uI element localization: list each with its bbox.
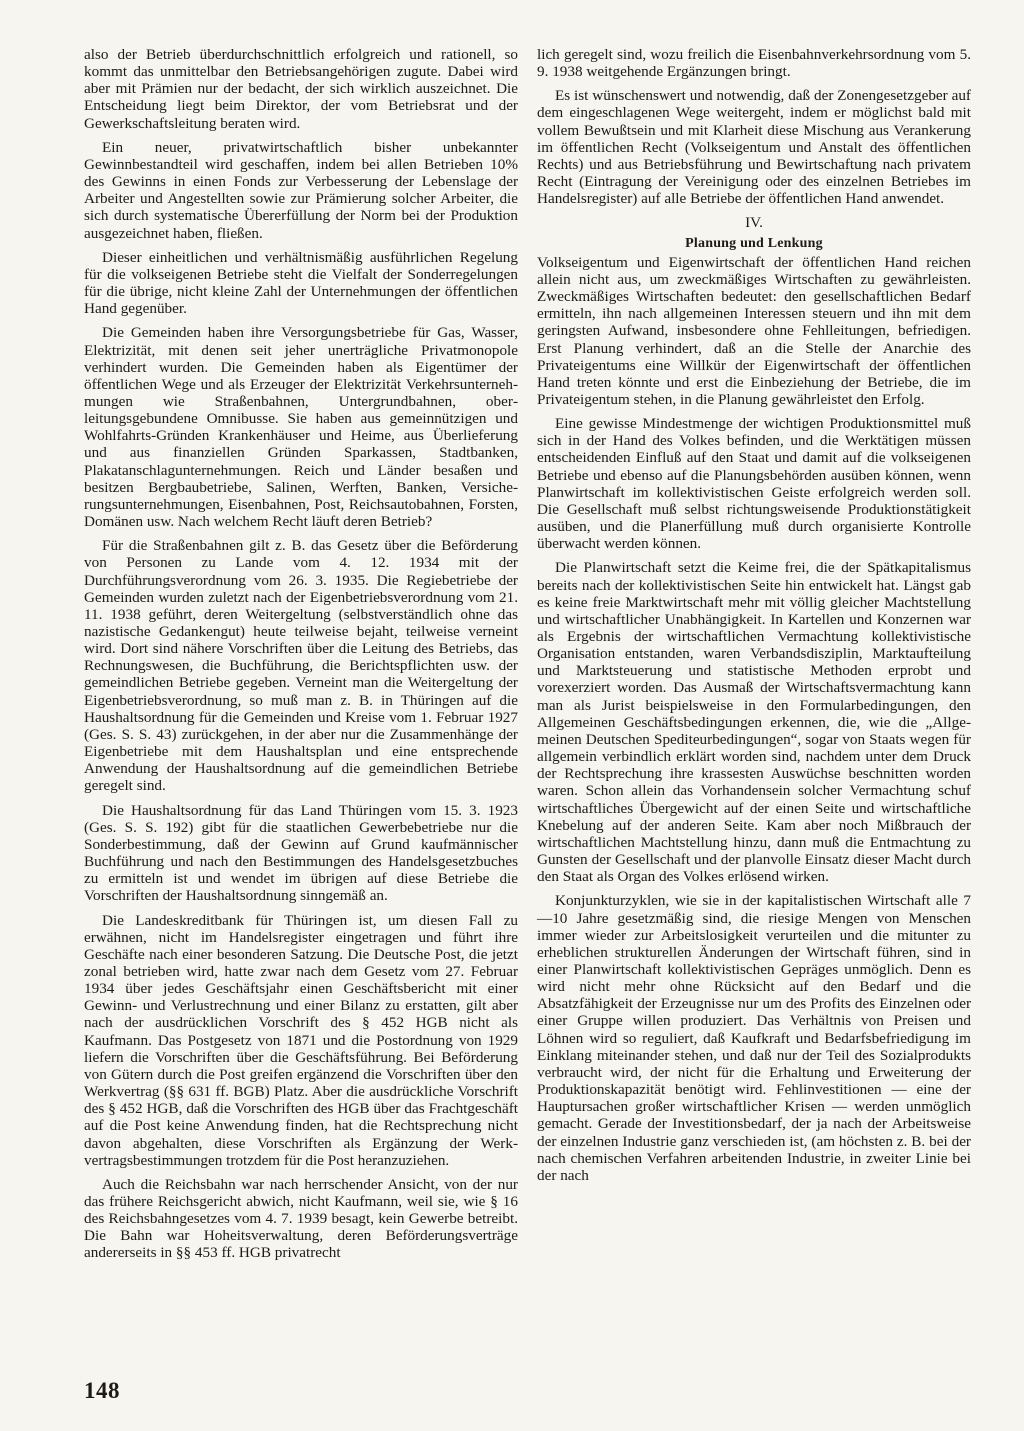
paragraph: also der Betrieb überdurchschnittlich erfolgreich und rationell, so kommt das unmittelbar den Betriebsangehörigen zugute. Dabei wird aber mit Prämien nur der bedacht, der sich wirklich auszeichnet. Die Entscheidung liegt beim Direktor, der vom Betriebsrat und der Gewerkschaftsleitung beraten wird. xyxy=(84,46,518,132)
section-number: IV. xyxy=(745,214,763,232)
paragraph: Ein neuer, privatwirtschaftlich bisher unbekannter Gewinnbestandteil wird geschaffen, indem bei allen Betrieben 10% des Gewinns in einen Fonds zur Verbesserung der Lebenslage der Arbeiter und Angestellten sowie zur Prämierung solcher Arbeiter, die sich durch systematische Übererfüllung der Norm bei der Produktion ausgezeichnet haben, fließen. xyxy=(84,138,518,242)
paragraph: Volkseigentum und Eigenwirtschaft der öffentlichen Hand reichen allein nicht aus, um zweckmäßiges Wirtschaften zu gewährleisten. Zweckmäßiges Wirtschaften bedeutet: den gesellschaftlichen Bedarf ermitteln, ihn nach allgemeinen Interessen steuern und ihn mit dem geringsten Aufwand, insbesondere ohne Fehlleitungen, befriedigen. Erst Planung verhindert, daß an die Stelle der Anarchie des Privateigentums eine Willkür der Eigenwirtschaft der öffentlichen Hand treten könnte und erst die Einbeziehung der Betriebe, die im Privateigentum stehen, in die Planung gewährleistet den Erfolg. xyxy=(537,253,971,408)
right-column-bottom xyxy=(537,254,971,1184)
paragraph: Die Landeskreditbank für Thüringen ist, um diesen Fall zu erwähnen, nicht im Handelsregister eingetragen und führt ihre Geschäfte nach einer besonderen Satzung. Die Deutsche Post, die jetzt zonal betrieben wird, hatte zwar nach dem Gesetz vom 27. Februar 1934 über jedes Geschäftsjahr einen Geschäftsbericht mit einer Gewinn- und Verlustrechnung und einer Bilanz zu erstatten, gilt aber nach der ausdrücklichen Vorschrift des § 452 HGB nicht als Kaufmann. Das Postgesetz von 1871 und die Postordnung von 1929 liefern die Vorschriften über die Geschäftsführung. Bei Beförderung von Gütern durch die Post greifen ergänzend die Vorschriften über den Werkvertrag (§§ 631 ff. BGB) Platz. Aber die ausdrückliche Vorschrift des § 452 HGB, daß die Vorschriften des HGB über das Frachtgeschäft auf die Post keine Anwendung finden, hat die Rechtsprechung nicht davon abgehalten, diese Vorschriften als Ergänzung der Werkvertragsbestimmungen trotzdem für die Post heranzuziehen. xyxy=(84,911,518,1169)
paragraph: Es ist wünschenswert und notwendig, daß der Zonengesetzgeber auf dem eingeschlagenen Wege weitergeht, indem er möglichst bald mit vollem Bewußtsein und mit Klarheit diese Mischung aus Verankerung im öffentlichen Recht (Volkseigentum und Anstalt des öffentlichen Rechts) und aus Betriebsführung und Bewirtschaftung nach privatem Recht (Eintragung der Vereinigung oder des einzelnen Betriebes im Handelsregister) auf alle Betriebe der öffentlichen Hand anwendet. xyxy=(537,87,971,208)
section-title: Planung und Lenkung xyxy=(685,235,823,251)
page-number: 148 xyxy=(84,1378,120,1403)
paragraph: Für die Straßenbahnen gilt z. B. das Gesetz über die Beförderung von Personen zu Lande vom 4. 12. 1934 mit der Durchführungsverordnung vom 26. 3. 1935. Die Regiebetriebe der Gemeinden wurden zuletzt nach der Eigenbetriebsverordnung vom 21. 11. 1938 geführt, deren Weitergeltung (selbstverständlich ohne das nazistische Gedankengut) heute teilweise bejaht, teilweise verneint wird. Dort sind nähere Vorschriften über die Leitung des Betriebs, das Rechnungswesen, die Buchführung, die Berichtspflichten usw. der gemeindlichen Betriebe gegeben. Verneint man die Weitergeltung der Eigenbetriebsverordnung, so muß man z. B. in Thüringen auf die Haushaltsordnung für die Gemeinden und Kreise vom 1. Februar 1927 (Ges. S. S. 43) zurückgehen, in der aber nur die Zusammenhänge der Eigenbetriebe mit dem Haushaltsplan und eine entsprechende Anwendung der Haushaltsordnung auf die gemeindlichen Betriebe geregelt sind. xyxy=(84,537,518,795)
paragraph: Konjunkturzyklen, wie sie in der kapitalistischen Wirtschaft alle 7—10 Jahre gesetzmäßig sind, die riesige Mengen von Menschen immer wieder zur Arbeitslosigkeit verurteilen und die mitunter zu erheblichen strukturellen Änderungen der Wirtschaft führen, sind in einer Planwirtschaft kollektivistischen Gepräges unmöglich. Denn es wird nicht mehr ohne Rücksicht auf den Bedarf und die Absatzfähigkeit der Erzeugnisse nur um des Profits des Einzelnen oder einer Gruppe willen produziert. Das Verhältnis von Preisen und Löhnen wird so reguliert, daß Kaufkraft und Bedarfsbefriedigung im Einklang miteinander stehen, und daß nur der Teil des Sozialprodukts verbraucht wird, der nicht für die Erhaltung und Erweiterung der Produktionskapazität benötigt wird. Fehlinvestitionen — eine der Hauptursachen großer wirtschaftlicher Krisen — werden unmöglich gemacht. Gerade der Investitionsbedarf, der ja nach der Arbeitsweise der einzelnen Industrie ganz verschieden ist, (am höchsten z. B. bei der nach chemischen Verfahren arbeitenden Industrie, in zweiter Linie bei der nach xyxy=(537,892,971,1184)
paragraph: Die Gemeinden haben ihre Versorgungsbetriebe für Gas, Wasser, Elektrizität, mit denen seit jeher unerträgliche Privatmonopole verhindert wurden. Die Gemeinden haben als Eigentümer der öffentlichen Wege und als Erzeuger der Elektrizität Verkehrsunternehmungen wie Straßenbahnen, Untergrundbahnen, oberleitungsgebundene Omnibusse. Sie haben aus gemeinnützigen und Wohlfahrts-Gründen Krankenhäuser und Heime, aus Überlieferung und aus finanziellen Gründen Sparkassen, Stadtbanken, Plakatanschlagunternehmungen. Reich und Länder besaßen und besitzen Bergbaubetriebe, Salinen, Werften, Banken, Versicherungsunternehmungen, Eisenbahnen, Post, Reichsautobahnen, Forsten, Domänen usw. Nach welchem Recht läuft deren Betrieb? xyxy=(84,324,518,531)
right-column xyxy=(537,46,971,1191)
paragraph: Die Planwirtschaft setzt die Keime frei, die der Spätkapitalismus bereits nach der kollektivistischen Seite hin entwickelt hat. Längst gab es keine freie Marktwirtschaft mehr mit völlig gleicher Machtstellung und wirtschaftlicher Unabhängigkeit. In Kartellen und Konzernen war als Ergebnis der wirtschaftlichen Vermachtung kollektivistische Organisation entstanden, waren Verbandsdisziplin, Marktaufteilung und Marktsteuerung und statistische Methoden erprobt und vorexerziert worden. Das Ausmaß der Wirtschaftsvermachtung kann man als Jurist beispielsweise in den Formularbedingungen, den Allgemeinen Geschäftsbedingungen erkennen, die, wie die „Allgemeinen Deutschen Spediteurbedingungen“, sogar von Staats wegen für allgemein verbindlich erklärt worden sind, nachdem unter dem Druck der Rechtsprechung ihre krassesten Auswüchse beschnitten worden waren. Schon allein das Vorhandensein solcher Vermachtung schuf wirtschaftliches Übergewicht auf der einen Seite und wirtschaftliche Knebelung auf der anderen Seite. Kam aber noch Mißbrauch der wirtschaftlichen Machtstellung hinzu, dann muß die Entmachtung zu Gunsten der Gesellschaft und der planvolle Einsatz dieser Macht durch den Staat als Organ des Volkes erlösend wirken. xyxy=(537,559,971,886)
paragraph: Dieser einheitlichen und verhältnismäßig ausführlichen Regelung für die volkseigenen Betriebe steht die Vielfalt der Sonderregelungen für die übrige, nicht kleine Zahl der Unternehmungen der öffentlichen Hand gegenüber. xyxy=(84,248,518,318)
right-column-top xyxy=(537,46,971,207)
paragraph: Eine gewisse Mindestmenge der wichtigen Produktionsmittel muß sich in der Hand des Volkes befinden, und die Werktätigen müssen entscheidenden Einfluß auf den Staat und damit auf die volkseigenen Betriebe und ebenso auf die Planungsbehörden ausüben können, wenn Planwirtschaft im kollektivistischen Geiste erfolgreich werden soll. Die Gesellschaft muß selbst richtungsweisende Produktionstätigkeit ausüben, und die Planerfüllung muß durch organisierte Kontrolle überwacht werden können. xyxy=(537,415,971,553)
paragraph: Die Haushaltsordnung für das Land Thüringen vom 15. 3. 1923 (Ges. S. S. 192) gibt für die staatlichen Gewerbebetriebe nur die Sonderbestimmung, daß der Gewinn auf Grund kaufmännischer Buchführung und nach den Bestimmungen des Handelsgesetzbuches zu ermitteln ist und wendet im übrigen auf diese Betriebe die Vorschriften der Haushaltsordnung sinngemäß an. xyxy=(84,801,518,905)
paragraph: Auch die Reichsbahn war nach herrschender Ansicht, von der nur das frühere Reichsgericht abwich, nicht Kaufmann, weil sie, wie § 16 des Reichsbahngesetzes vom 4. 7. 1939 besagt, kein Gewerbe betreibt. Die Bahn war Hoheitsverwaltung, deren Beförderungsverträge andererseits in §§ 453 ff. HGB privatrecht xyxy=(84,1175,518,1262)
left-column xyxy=(84,46,518,1269)
paragraph: lich geregelt sind, wozu freilich die Eisenbahnverkehrsordnung vom 5. 9. 1938 weitgehende Ergänzungen bringt. xyxy=(537,46,971,81)
